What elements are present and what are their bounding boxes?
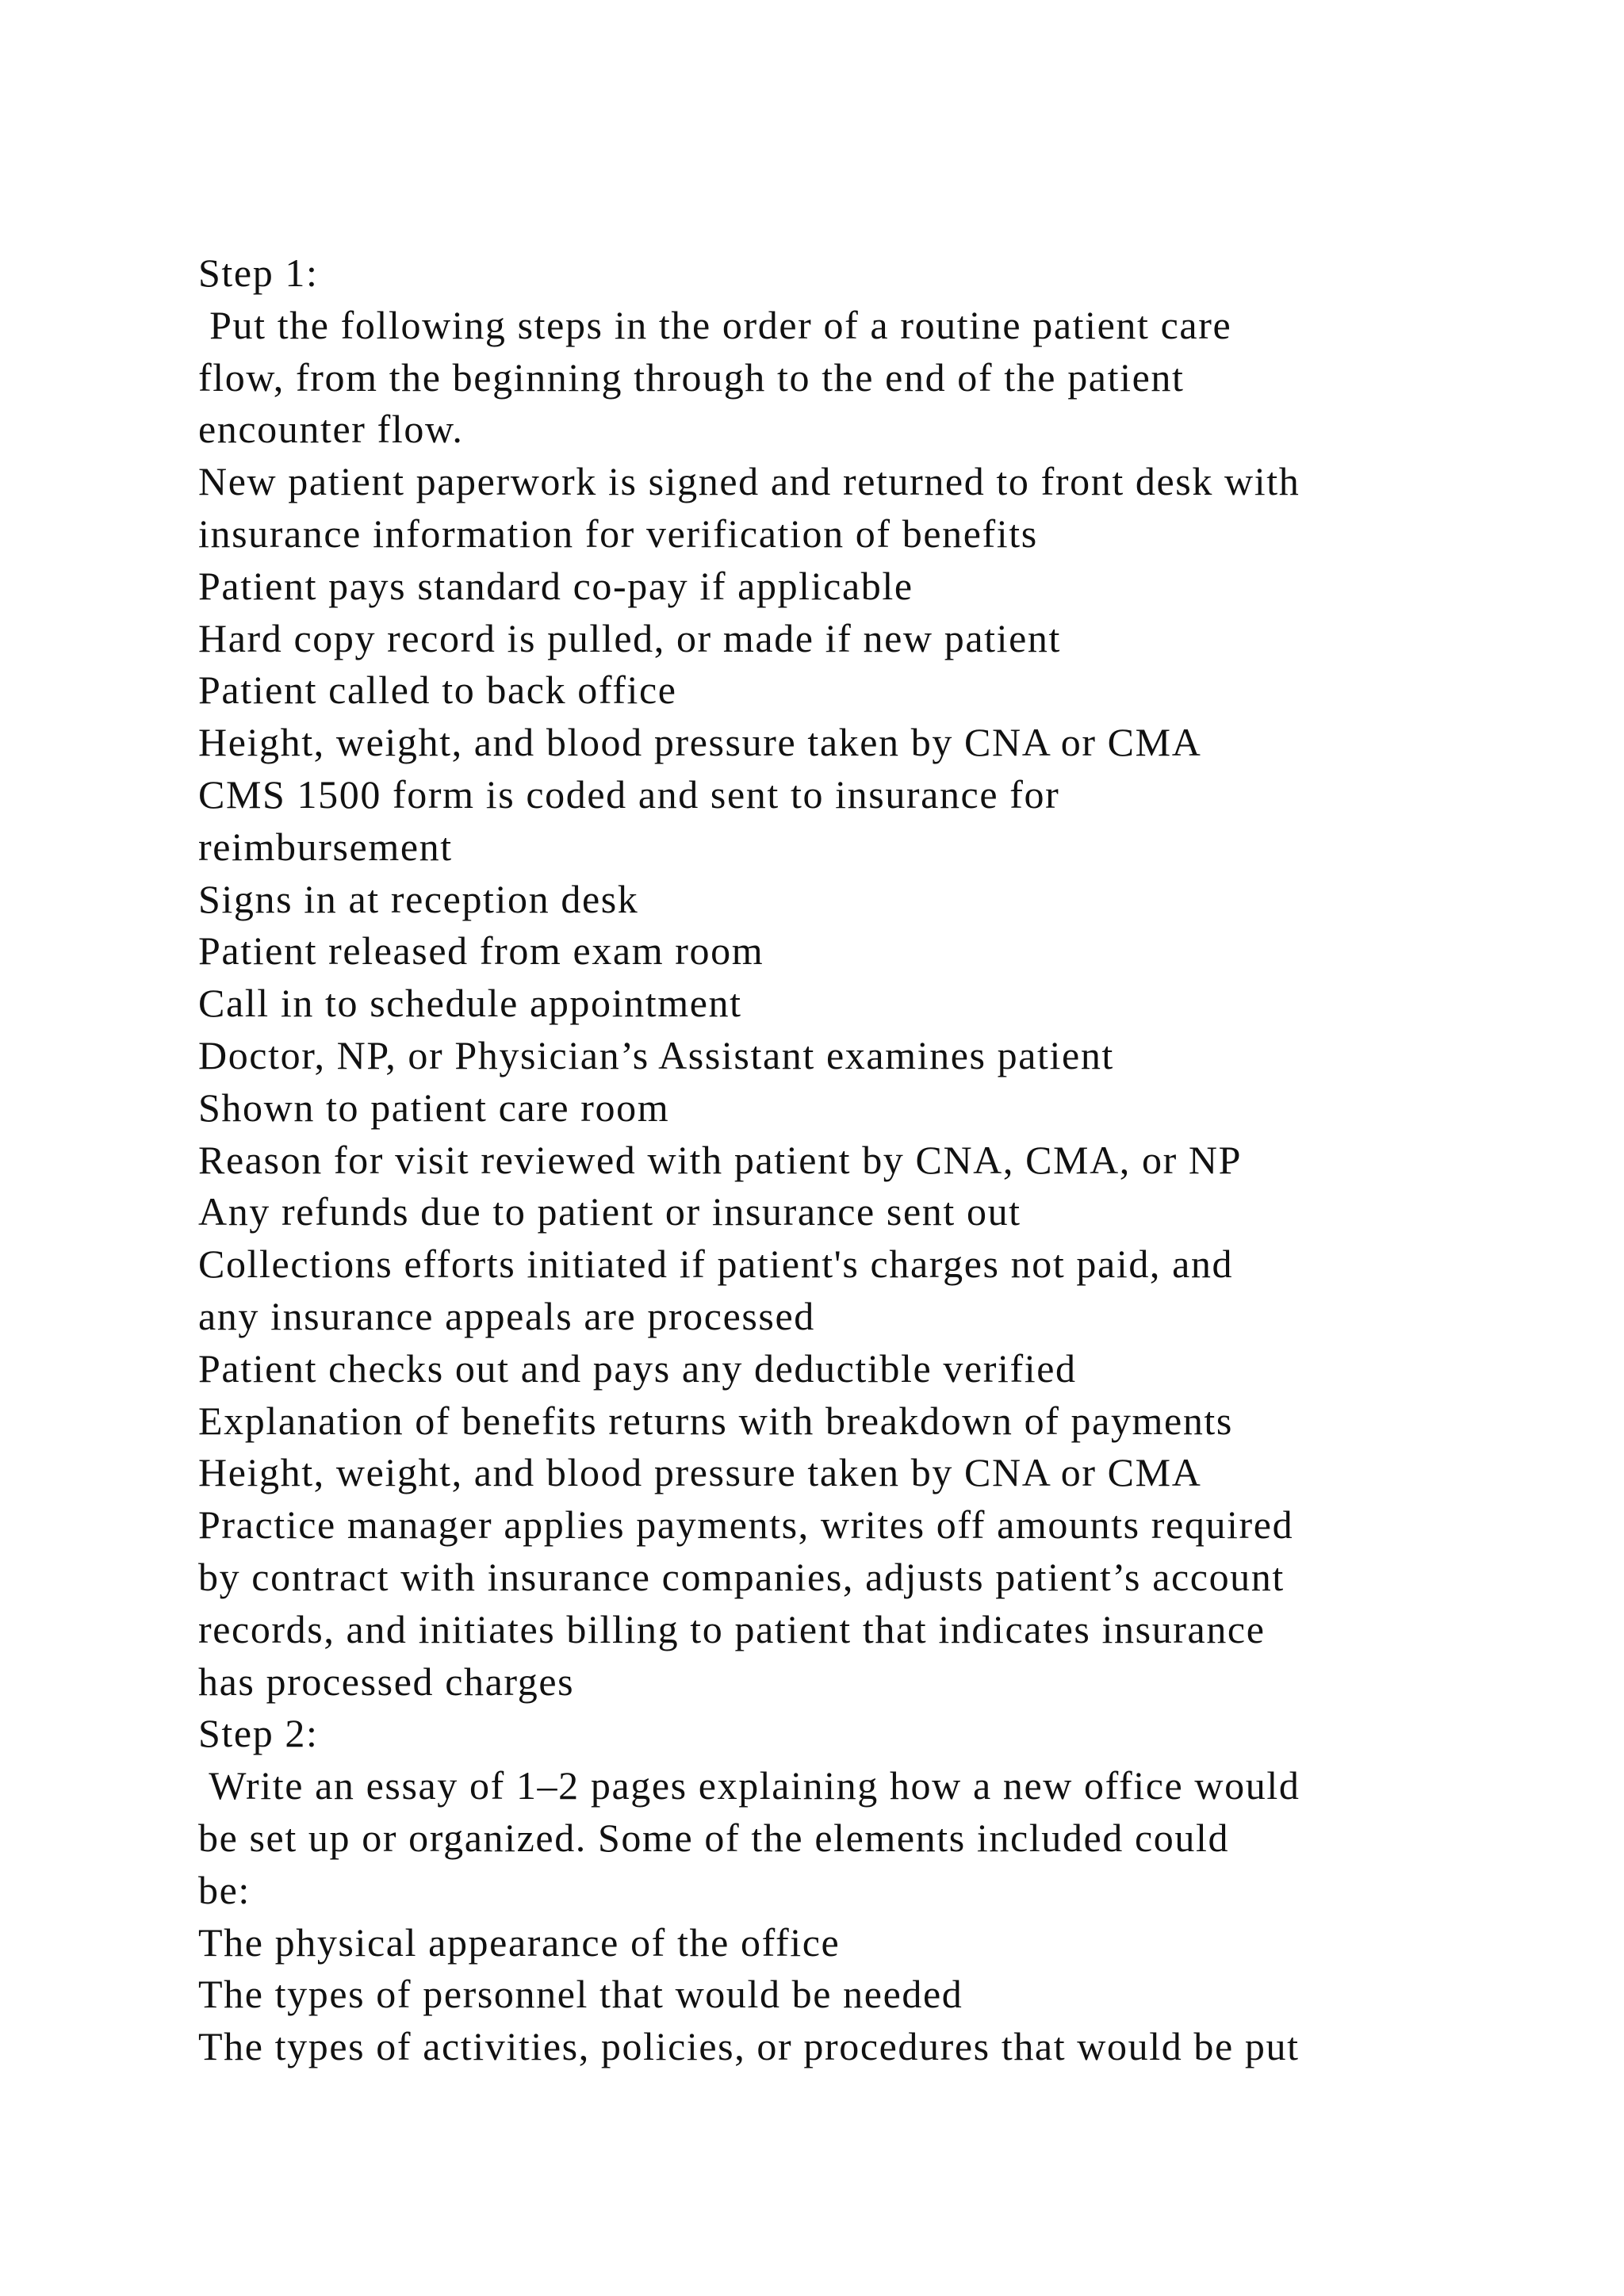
step-item-line: Signs in at reception desk <box>198 876 639 921</box>
step-2-heading: Step 2: <box>198 1711 319 1756</box>
step-item-line: Collections efforts initiated if patient's charges not paid, and <box>198 1242 1234 1287</box>
essay-element-line: The types of activities, policies, or procedures that would be put <box>198 2024 1300 2069</box>
step-item-line: Explanation of benefits returns with breakdown of payments <box>198 1398 1233 1443</box>
step-item-line: has processed charges <box>198 1659 575 1704</box>
step-item-line: CMS 1500 form is coded and sent to insurance for <box>198 771 1060 817</box>
step-1-instructions-line: Put the following steps in the order of a routine patient care <box>198 302 1232 347</box>
step-item-line: Patient checks out and pays any deductible verified <box>198 1345 1077 1391</box>
step-item-line: Practice manager applies payments, writes off amounts required <box>198 1502 1294 1548</box>
step-item-line: Shown to patient care room <box>198 1085 670 1130</box>
step-item-line: any insurance appeals are processed <box>198 1293 815 1338</box>
step-1-instructions-line: flow, from the beginning through to the end of the patient <box>198 354 1185 400</box>
step-2-instructions-line: be: <box>198 1867 251 1912</box>
step-item-line: by contract with insurance companies, adjusts patient’s account <box>198 1554 1285 1599</box>
step-1-heading: Step 1: <box>198 251 319 295</box>
step-2-instructions-line: be set up or organized. Some of the elements included could <box>198 1815 1230 1860</box>
step-item-line: insurance information for verification of benefits <box>198 511 1038 556</box>
step-1-instructions-line: encounter flow. <box>198 407 464 452</box>
step-item-line: Patient called to back office <box>198 668 677 713</box>
step-item-line: reimbursement <box>198 824 453 869</box>
step-2-instructions-line: Write an essay of 1–2 pages explaining how a new office would <box>198 1763 1300 1808</box>
essay-element-line: The types of personnel that would be needed <box>198 1972 963 2017</box>
document-body <box>198 247 1435 2073</box>
step-item-line: Any refunds due to patient or insurance sent out <box>198 1189 1021 1234</box>
step-item-line: Reason for visit reviewed with patient by CNA, CMA, or NP <box>198 1137 1243 1182</box>
step-item-line: Doctor, NP, or Physician’s Assistant examines patient <box>198 1032 1114 1077</box>
step-item-line: records, and initiates billing to patient that indicates insurance <box>198 1606 1266 1651</box>
step-item-line: Height, weight, and blood pressure taken by CNA or CMA <box>198 720 1202 765</box>
step-item-line: Hard copy record is pulled, or made if new patient <box>198 615 1061 660</box>
step-item-line: Patient released from exam room <box>198 928 764 974</box>
step-item-line: Height, weight, and blood pressure taken by CNA or CMA <box>198 1450 1202 1495</box>
step-item-line: Patient pays standard co-pay if applicable <box>198 563 914 608</box>
essay-element-line: The physical appearance of the office <box>198 1919 841 1965</box>
step-item-line: Call in to schedule appointment <box>198 981 742 1026</box>
step-item-line: New patient paperwork is signed and returned to front desk with <box>198 459 1300 504</box>
